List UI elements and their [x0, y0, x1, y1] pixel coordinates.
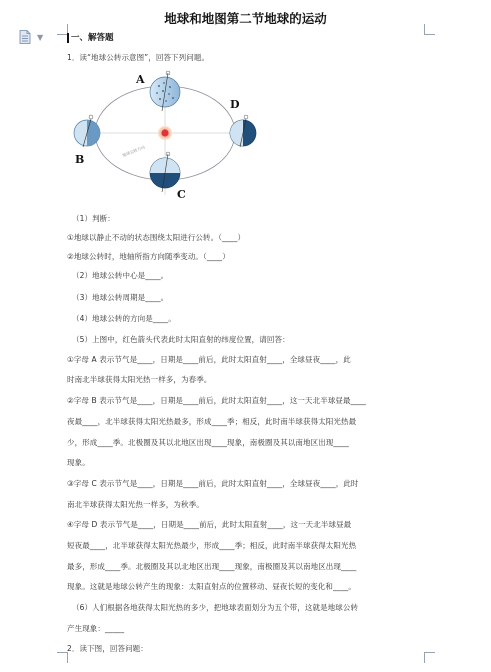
line-b-4: 现象。 [67, 458, 90, 467]
line-1-2: （2）地球公转中心是____。 [72, 271, 169, 280]
line-1-1: （1）判断： [72, 214, 115, 223]
document-icon[interactable] [19, 30, 31, 44]
line-b-3: 少，形成____季。北极圈及其以北地区出现____现象，南极圈及其以南地区出现____ [67, 438, 349, 447]
line-1-5: （5）上图中，红色箭头代表此时太阳直射的纬度位置，请回答： [72, 335, 290, 344]
earth-position-d [230, 115, 256, 147]
section-heading: 一、解答题 [67, 33, 114, 43]
line-d-2: 短夜最____，北半球获得太阳光热最少，形成____季；相反，此时南半球获得太阳光热 [67, 541, 357, 550]
line-1-6-cont: 产生现象：_____ [67, 624, 125, 633]
line-judge-2: ②地球公转时，地轴所指方向随季变动。（____） [67, 252, 230, 261]
label-c: C [177, 188, 186, 201]
page-title: 地球和地图第二节地球的运动 [164, 11, 327, 26]
sun [161, 129, 168, 136]
line-c-1: ③字母 C 表示节气是____，日期是____前后，此时太阳直射____，全球昼夜____，此时 [67, 479, 359, 488]
line-b-1: ②字母 B 表示节气是____，日期是____前后，此时太阳直射____，这一天北半球昼最____ [67, 396, 367, 405]
line-d-3: 最多，形成____季。北极圈及其以北地区出现____现象，南极圈及其以南地区出现____ [67, 562, 357, 571]
crop-mark-bottom-right [424, 652, 435, 663]
question-1: 1．读“地球公转示意图”，回答下列问题。 [67, 53, 210, 62]
line-d-1: ④字母 D 表示节气是____，日期是____前后，此时太阳直射____，这一天北半球昼最 [67, 520, 352, 529]
line-b-2: 夜最____，北半球获得太阳光热最多，形成____季；相反，此时南半球获得太阳光热最 [67, 417, 357, 426]
line-1-3: （3）地球公转周期是____。 [72, 293, 169, 302]
line-a-1: ①字母 A 表示节气是____，日期是____前后，此时太阳直射____，全球昼夜____，此 [67, 355, 351, 364]
earth-position-c [150, 152, 180, 192]
earth-position-b [74, 115, 100, 147]
line-1-4: （4）地球公转的方向是____。 [72, 314, 176, 323]
label-b: B [75, 153, 85, 166]
line-d-4: 现象。这就是地球公转产生的现象：太阳直射点的位置移动、昼夜长短的变化和____。 [67, 582, 356, 591]
label-a: A [136, 73, 145, 86]
question-2: 2．读下图，回答问题： [67, 644, 148, 653]
earth-position-a [150, 71, 180, 111]
line-a-2: 时南北半球获得太阳光热一样多，为春季。 [67, 375, 212, 384]
line-judge-1: ①地球以静止不动的状态围绕太阳进行公转。（____） [67, 233, 246, 242]
line-1-6: （6）人们根据各地获得太阳光热的多少，把地球表面划分为五个带，这就是地球公转 [72, 603, 359, 612]
label-d: D [230, 98, 240, 111]
line-c-2: 南北半球获得太阳光热一样多，为秋季。 [67, 500, 204, 509]
chevron-down-icon[interactable]: ▼ [37, 33, 44, 42]
earth-revolution-diagram [65, 60, 275, 210]
orbit-caption-tiny: 地球公转方向 [121, 144, 146, 158]
